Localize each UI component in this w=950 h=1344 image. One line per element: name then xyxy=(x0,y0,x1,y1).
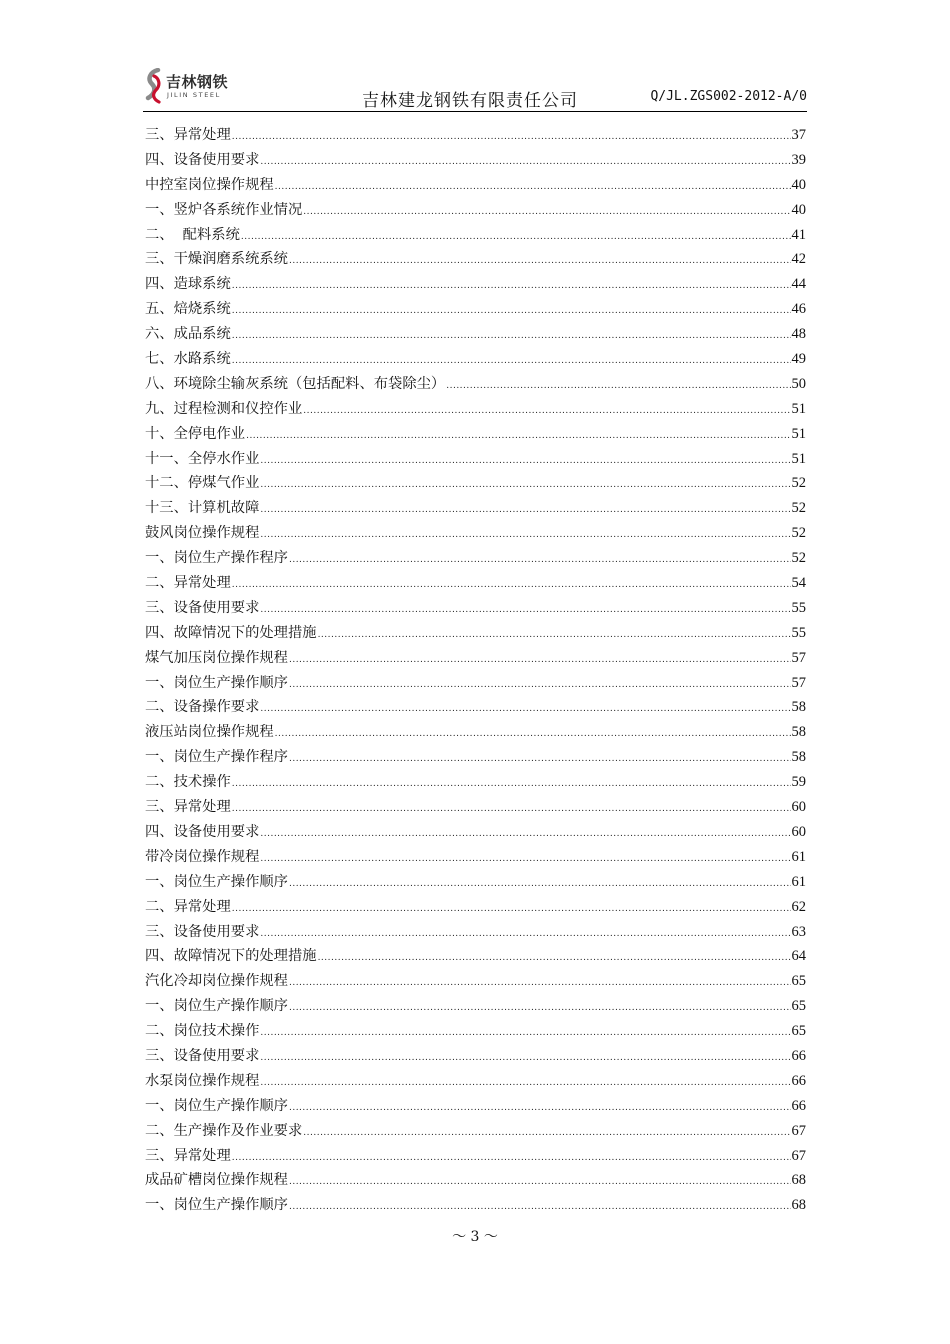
toc-entry-page: 65 xyxy=(791,1023,806,1040)
toc-entry-title: 三、设备使用要求 xyxy=(145,599,260,616)
toc-dot-leader xyxy=(260,449,790,474)
toc-entry-page: 63 xyxy=(791,923,806,940)
toc-dot-leader xyxy=(260,598,790,623)
toc-entry-title: 一、岗位生产操作程序 xyxy=(145,550,288,567)
toc-entry[interactable] xyxy=(145,571,806,596)
toc-entry[interactable] xyxy=(145,347,806,372)
toc-entry-page: 52 xyxy=(791,475,806,492)
toc-entry-page: 50 xyxy=(791,375,806,392)
toc-entry-page: 52 xyxy=(791,500,806,517)
toc-dot-leader xyxy=(232,573,791,598)
toc-dot-leader xyxy=(232,125,791,150)
toc-entry[interactable] xyxy=(145,1094,806,1119)
toc-entry-page: 41 xyxy=(791,226,806,243)
toc-entry[interactable] xyxy=(145,1019,806,1044)
toc-entry-title: 四、故障情况下的处理措施 xyxy=(145,948,317,965)
toc-entry-title: 四、设备使用要求 xyxy=(145,823,260,840)
toc-entry-title: 二、岗位技术操作 xyxy=(145,1023,260,1040)
toc-entry-page: 68 xyxy=(791,1197,806,1214)
toc-entry[interactable] xyxy=(145,148,806,173)
toc-entry-page: 46 xyxy=(791,301,806,318)
toc-entry-page: 61 xyxy=(791,873,806,890)
toc-entry-title: 一、竖炉各系统作业情况 xyxy=(145,201,303,218)
toc-dot-leader xyxy=(289,1096,791,1121)
toc-entry-title: 二、技术操作 xyxy=(145,774,231,791)
toc-dot-leader xyxy=(260,1021,790,1046)
toc-entry-title: 四、故障情况下的处理措施 xyxy=(145,624,317,641)
toc-entry[interactable] xyxy=(145,1193,806,1218)
toc-entry-title: 一、岗位生产操作顺序 xyxy=(145,674,288,691)
toc-entry[interactable] xyxy=(145,1119,806,1144)
toc-dot-leader xyxy=(260,697,790,722)
toc-entry[interactable] xyxy=(145,820,806,845)
toc-entry[interactable] xyxy=(145,297,806,322)
toc-entry-title: 三、干燥润磨系统系统 xyxy=(145,251,288,268)
toc-entry[interactable] xyxy=(145,496,806,521)
toc-dot-leader xyxy=(275,722,791,747)
toc-entry-title: 二、生产操作及作业要求 xyxy=(145,1122,303,1139)
toc-entry-title: 二、设备操作要求 xyxy=(145,699,260,716)
toc-entry-page: 44 xyxy=(791,276,806,293)
toc-entry-title: 汽化冷却岗位操作规程 xyxy=(145,973,288,990)
toc-entry-title: 一、岗位生产操作顺序 xyxy=(145,873,288,890)
header-divider xyxy=(143,111,807,112)
toc-entry[interactable] xyxy=(145,646,806,671)
toc-entry[interactable] xyxy=(145,720,806,745)
toc-entry-page: 49 xyxy=(791,351,806,368)
jilin-steel-logo-icon xyxy=(144,68,164,104)
toc-dot-leader xyxy=(260,523,790,548)
toc-dot-leader xyxy=(275,175,791,200)
toc-entry[interactable] xyxy=(145,422,806,447)
toc-entry[interactable] xyxy=(145,969,806,994)
toc-entry[interactable] xyxy=(145,372,806,397)
toc-entry-title: 煤气加压岗位操作规程 xyxy=(145,649,288,666)
toc-entry-page: 37 xyxy=(791,127,806,143)
toc-entry-title: 六、成品系统 xyxy=(145,326,231,343)
toc-entry[interactable] xyxy=(145,1044,806,1069)
toc-entry-title: 带冷岗位操作规程 xyxy=(145,848,260,865)
toc-entry-title: 中控室岗位操作规程 xyxy=(145,176,274,193)
toc-entry-page: 61 xyxy=(791,848,806,865)
toc-entry[interactable] xyxy=(145,1069,806,1094)
toc-dot-leader xyxy=(303,200,790,225)
toc-dot-leader xyxy=(232,274,791,299)
document-code: Q/JL.ZGS002-2012-A/0 xyxy=(650,89,807,104)
toc-entry-page: 51 xyxy=(791,450,806,467)
toc-entry[interactable] xyxy=(145,920,806,945)
toc-entry-title: 三、设备使用要求 xyxy=(145,923,260,940)
toc-entry-page: 52 xyxy=(791,525,806,542)
toc-dot-leader xyxy=(232,897,791,922)
logo-english-text: JILIN STEEL xyxy=(167,91,221,99)
toc-entry-page: 62 xyxy=(791,898,806,915)
toc-entry[interactable] xyxy=(145,845,806,870)
toc-entry-title: 二、异常处理 xyxy=(145,898,231,915)
toc-entry-title: 鼓风岗位操作规程 xyxy=(145,525,260,542)
toc-entry-page: 65 xyxy=(791,973,806,990)
toc-dot-leader xyxy=(260,922,790,947)
toc-dot-leader xyxy=(289,1170,791,1195)
toc-entry[interactable] xyxy=(145,671,806,696)
toc-entry[interactable] xyxy=(145,471,806,496)
toc-entry-title: 一、岗位生产操作程序 xyxy=(145,749,288,766)
company-name: 吉林建龙钢铁有限责任公司 xyxy=(362,91,578,111)
toc-entry-page: 66 xyxy=(791,1072,806,1089)
toc-dot-leader xyxy=(289,548,791,573)
toc-entry-title: 五、焙烧系统 xyxy=(145,301,231,318)
toc-entry-page: 54 xyxy=(791,575,806,592)
toc-entry-page: 51 xyxy=(791,400,806,417)
toc-entry[interactable] xyxy=(145,895,806,920)
toc-entry[interactable] xyxy=(145,994,806,1019)
toc-dot-leader xyxy=(446,374,790,399)
toc-dot-leader xyxy=(232,349,791,374)
toc-entry-page: 55 xyxy=(791,624,806,641)
toc-entry-page: 64 xyxy=(791,948,806,965)
toc-entry-page: 51 xyxy=(791,425,806,442)
toc-entry[interactable] xyxy=(145,173,806,198)
toc-entry-title: 成品矿槽岗位操作规程 xyxy=(145,1172,288,1189)
toc-dot-leader xyxy=(260,1046,790,1071)
toc-entry-page: 66 xyxy=(791,1097,806,1114)
toc-entry-page: 57 xyxy=(791,674,806,691)
toc-entry[interactable] xyxy=(145,223,806,248)
toc-dot-leader xyxy=(289,971,791,996)
toc-entry[interactable] xyxy=(145,870,806,895)
toc-entry-page: 58 xyxy=(791,724,806,741)
toc-entry[interactable] xyxy=(145,621,806,646)
toc-entry[interactable] xyxy=(145,521,806,546)
toc-dot-leader xyxy=(232,299,791,324)
toc-entry[interactable] xyxy=(145,695,806,720)
toc-entry-title: 八、环境除尘输灰系统（包括配料、布袋除尘） xyxy=(145,375,446,392)
company-logo xyxy=(144,68,244,106)
toc-dot-leader xyxy=(246,424,790,449)
toc-entry-page: 42 xyxy=(791,251,806,268)
toc-dot-leader xyxy=(318,946,791,971)
toc-entry-title: 三、异常处理 xyxy=(145,799,231,816)
toc-dot-leader xyxy=(260,498,790,523)
toc-entry-title: 十、全停电作业 xyxy=(145,425,246,442)
toc-dot-leader xyxy=(260,150,790,175)
toc-entry[interactable] xyxy=(145,546,806,571)
toc-dot-leader xyxy=(232,797,791,822)
toc-entry-title: 十二、停煤气作业 xyxy=(145,475,260,492)
toc-entry[interactable] xyxy=(145,272,806,297)
toc-dot-leader xyxy=(232,1146,791,1171)
toc-entry-page: 55 xyxy=(791,599,806,616)
toc-entry-title: 二、异常处理 xyxy=(145,575,231,592)
toc-entry-page: 66 xyxy=(791,1047,806,1064)
toc-entry[interactable] xyxy=(145,198,806,223)
toc-dot-leader xyxy=(260,1071,790,1096)
toc-entry-page: 67 xyxy=(791,1122,806,1139)
toc-entry-page: 39 xyxy=(791,151,806,168)
toc-entry-title: 一、岗位生产操作顺序 xyxy=(145,1097,288,1114)
toc-entry-page: 57 xyxy=(791,649,806,666)
toc-entry-page: 67 xyxy=(791,1147,806,1164)
toc-entry-title: 四、造球系统 xyxy=(145,276,231,293)
toc-entry[interactable] xyxy=(145,770,806,795)
toc-dot-leader xyxy=(241,225,791,250)
toc-entry-title: 九、过程检测和仪控作业 xyxy=(145,400,303,417)
toc-entry-title: 二、 配料系统 xyxy=(145,226,240,243)
toc-dot-leader xyxy=(303,1121,790,1146)
toc-dot-leader xyxy=(318,623,791,648)
toc-entry-page: 68 xyxy=(791,1172,806,1189)
toc-dot-leader xyxy=(303,399,790,424)
toc-dot-leader xyxy=(232,772,791,797)
toc-entry-page: 59 xyxy=(791,774,806,791)
toc-entry-title: 一、岗位生产操作顺序 xyxy=(145,998,288,1015)
toc-entry-title: 水泵岗位操作规程 xyxy=(145,1072,260,1089)
toc-entry[interactable] xyxy=(145,596,806,621)
toc-dot-leader xyxy=(289,648,791,673)
toc-entry-page: 40 xyxy=(791,176,806,193)
toc-entry-title: 三、设备使用要求 xyxy=(145,1047,260,1064)
page-number: ～ 3 ～ xyxy=(452,1229,498,1245)
toc-dot-leader xyxy=(260,822,790,847)
toc-dot-leader xyxy=(260,847,790,872)
logo-chinese-text: 吉林钢铁 xyxy=(166,73,229,91)
toc-dot-leader xyxy=(232,324,791,349)
toc-entry-title: 十三、计算机故障 xyxy=(145,500,260,517)
toc-entry[interactable] xyxy=(145,1144,806,1169)
toc-entry-page: 65 xyxy=(791,998,806,1015)
toc-dot-leader xyxy=(260,473,790,498)
toc-entry-title: 三、异常处理 xyxy=(145,127,231,143)
toc-entry[interactable] xyxy=(145,447,806,472)
toc-entry[interactable] xyxy=(145,745,806,770)
toc-entry-title: 三、异常处理 xyxy=(145,1147,231,1164)
toc-entry-title: 液压站岗位操作规程 xyxy=(145,724,274,741)
toc-entry-page: 58 xyxy=(791,699,806,716)
toc-entry[interactable] xyxy=(145,397,806,422)
toc-entry-page: 60 xyxy=(791,799,806,816)
toc-entry-title: 七、水路系统 xyxy=(145,351,231,368)
toc-entry-page: 52 xyxy=(791,550,806,567)
toc-dot-leader xyxy=(289,996,791,1021)
toc-entry-title: 一、岗位生产操作顺序 xyxy=(145,1197,288,1214)
toc-dot-leader xyxy=(289,872,791,897)
toc-entry[interactable] xyxy=(145,795,806,820)
toc-dot-leader xyxy=(289,747,791,772)
toc-entry-title: 四、设备使用要求 xyxy=(145,151,260,168)
toc-entry[interactable] xyxy=(145,944,806,969)
toc-entry[interactable] xyxy=(145,247,806,272)
toc-entry-page: 60 xyxy=(791,823,806,840)
toc-entry-title: 十一、全停水作业 xyxy=(145,450,260,467)
toc-dot-leader xyxy=(289,249,791,274)
toc-dot-leader xyxy=(289,673,791,698)
toc-entry-page: 40 xyxy=(791,201,806,218)
toc-entry-page: 48 xyxy=(791,326,806,343)
toc-entry-page: 58 xyxy=(791,749,806,766)
toc-dot-leader xyxy=(289,1195,791,1220)
toc-entry[interactable] xyxy=(145,322,806,347)
toc-entry[interactable] xyxy=(145,1168,806,1193)
table-of-contents xyxy=(145,123,806,1218)
toc-entry[interactable] xyxy=(145,123,806,148)
